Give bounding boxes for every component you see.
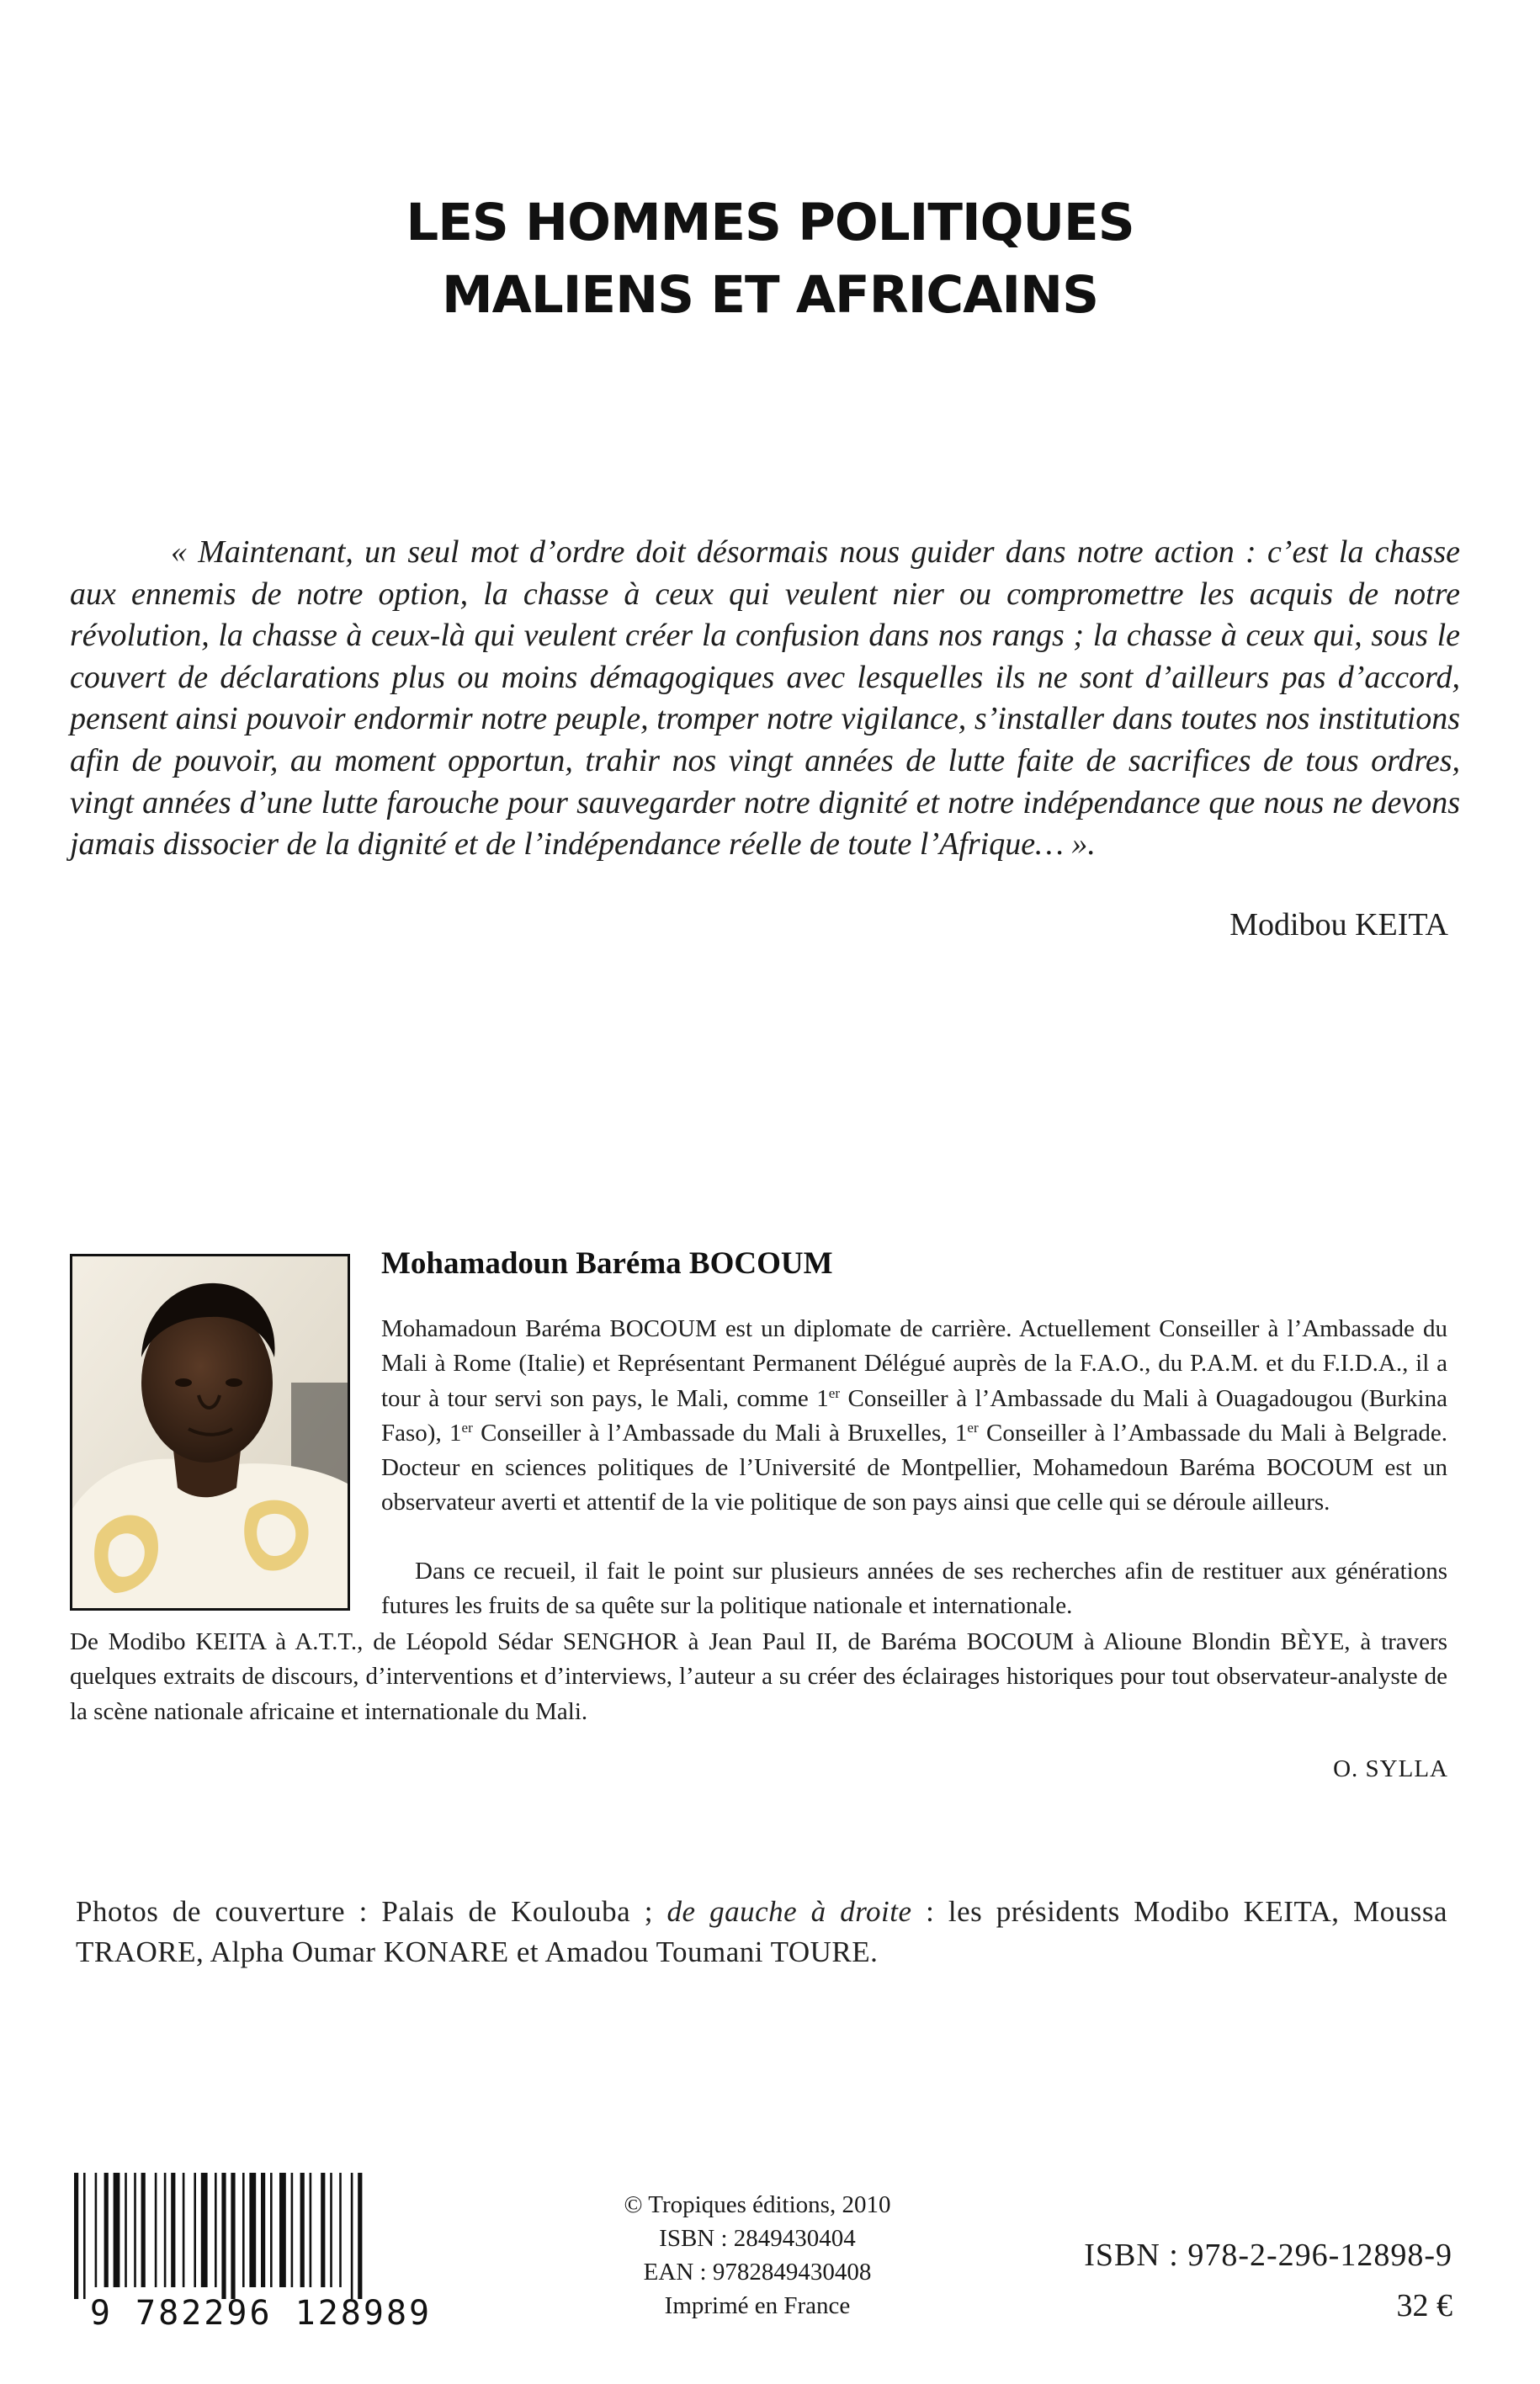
price-label: 32 € <box>1396 2288 1452 2323</box>
barcode-digits: 9 782296 128989 <box>89 2294 433 2329</box>
author-bio-paragraph-2: Dans ce recueil, il fait le point sur plusieurs années de ses recherches afin de restituer aux générations futures les fruits de sa quête sur la politique nationale et internationale. <box>381 1558 1447 1620</box>
publisher-info <box>547 2188 968 2323</box>
barcode-bar <box>339 2173 342 2287</box>
barcode-bar <box>270 2173 273 2287</box>
barcode-bar <box>141 2173 146 2287</box>
barcode-bar <box>242 2173 245 2287</box>
barcode-bar <box>74 2173 78 2299</box>
barcode-bar <box>310 2173 312 2287</box>
book-title <box>0 187 1540 332</box>
barcode-bar <box>114 2173 120 2287</box>
barcode-bar <box>171 2173 175 2287</box>
barcode-bars <box>74 2173 362 2299</box>
barcode-bar <box>194 2173 196 2287</box>
barcode-bar <box>201 2173 208 2287</box>
credits-suffix: : les présidents Modibo KEITA, Moussa TRAORE, Alpha Oumar KONARE et Amadou Toumani TOURE. <box>76 1895 1447 1968</box>
bio-signature: O. SYLLA <box>1333 1755 1448 1782</box>
author-bio <box>381 1312 1447 1521</box>
barcode-bar <box>95 2173 98 2287</box>
barcode-bar <box>291 2173 294 2287</box>
epigraph-quote: « Maintenant, un seul mot d’ordre doit désormais nous guider dans notre action : c’est la chasse aux ennemis de notre option, la chasse à ceux qui veulent nier ou compromettre les acquis de notre révolution, la chasse à ceux-là qui veulent créer la confusion dans nos rangs ; la chasse à ceux qui, sous le couvert de déclarations plus ou moins démagogiques avec lesquelles ils ne sont d’ailleurs pas d’accord, pensent ainsi pouvoir endormir notre peuple, tromper notre vigilance, s’installer dans toutes nos institutions afin de pouvoir, au moment opportun, trahir nos vingt années de lutte faite de sacrifices de tous ordres, vingt années d’une lutte farouche pour sauvegarder notre dignité et notre indépendance que nous ne devons jamais dissocier de la dignité et de l’indépendance réelle de toute l’Afrique… ». <box>70 534 1460 863</box>
barcode-bar <box>249 2173 256 2287</box>
ordinal-superscript: er <box>967 1419 979 1436</box>
barcode-bar <box>221 2173 226 2299</box>
author-portrait-image <box>72 1256 348 1608</box>
author-name: Mohamadoun Baréma BOCOUM <box>381 1246 833 1281</box>
bio-text-4: Conseiller à l’Ambassade du Mali à Belgrade. Docteur en sciences politiques de l’Université de Montpellier, Mohamedoun Baréma BOCOUM est un observateur averti et attentif de la vie politique de son pays ainsi que celle qui se déroule ailleurs. <box>381 1419 1447 1516</box>
ordinal-superscript: er <box>828 1384 840 1401</box>
isbn-label: ISBN : 978-2-296-12898-9 <box>1084 2238 1452 2273</box>
barcode-bar <box>231 2173 235 2299</box>
author-bio-paragraph-3: De Modibo KEITA à A.T.T., de Léopold Sédar SENGHOR à Jean Paul II, de Baréma BOCOUM à Alioune Blondin BÈYE, à travers quelques extraits de discours, d’interventions et d’interviews, l’auteur a su créer des éclairages historiques pour tout observateur-analyste de la scène nationale africaine et internationale du Mali. <box>70 1628 1447 1725</box>
barcode-bar <box>261 2173 265 2287</box>
bio-text-3: Conseiller à l’Ambassade du Mali à Bruxelles, 1 <box>472 1419 968 1447</box>
barcode-bar <box>351 2173 353 2299</box>
isbn10-line: ISBN : 2849430404 <box>659 2225 856 2252</box>
title-line-2: MALIENS ET AFRICAINS <box>441 265 1099 325</box>
barcode-bar <box>330 2173 332 2287</box>
barcode-bar <box>215 2173 217 2287</box>
barcode-bar <box>164 2173 167 2287</box>
barcode-bar <box>83 2173 86 2299</box>
barcode-bar <box>321 2173 325 2287</box>
barcode <box>67 2173 454 2329</box>
printed-line: Imprimé en France <box>664 2292 851 2319</box>
cover-photo-credits <box>76 1892 1447 1973</box>
barcode-bar <box>183 2173 185 2287</box>
barcode-bar <box>134 2173 136 2287</box>
copyright-line: © Tropiques éditions, 2010 <box>624 2191 891 2218</box>
quote-author: Modibou KEITA <box>1229 907 1448 942</box>
barcode-bar <box>358 2173 362 2299</box>
barcode-bar <box>300 2173 305 2287</box>
bio-text-2: Conseiller à l’Ambassade du Mali à Ouagadougou (Burkina Faso), 1 <box>381 1384 1447 1447</box>
barcode-bar <box>125 2173 127 2287</box>
ordinal-superscript: er <box>461 1419 473 1436</box>
credits-italic: de gauche à droite <box>666 1895 912 1928</box>
credits-prefix: Photos de couverture : Palais de Koulouba ; <box>76 1895 667 1928</box>
author-photo <box>70 1254 350 1611</box>
barcode-bar <box>155 2173 157 2287</box>
barcode-bar <box>279 2173 286 2287</box>
ean-line: EAN : 9782849430408 <box>643 2259 872 2286</box>
bio-text-1: Mohamadoun Baréma BOCOUM est un diplomate de carrière. Actuellement Conseiller à l’Ambassade du Mali à Rome (Italie) et Représentant Permanent Délégué auprès de la F.A.O., du P.A.M. et du F.I.D.A., il a tour à tour servi son pays, le Mali, comme 1 <box>381 1315 1447 1412</box>
title-line-1: LES HOMMES POLITIQUES <box>406 193 1134 252</box>
barcode-bar <box>104 2173 109 2287</box>
